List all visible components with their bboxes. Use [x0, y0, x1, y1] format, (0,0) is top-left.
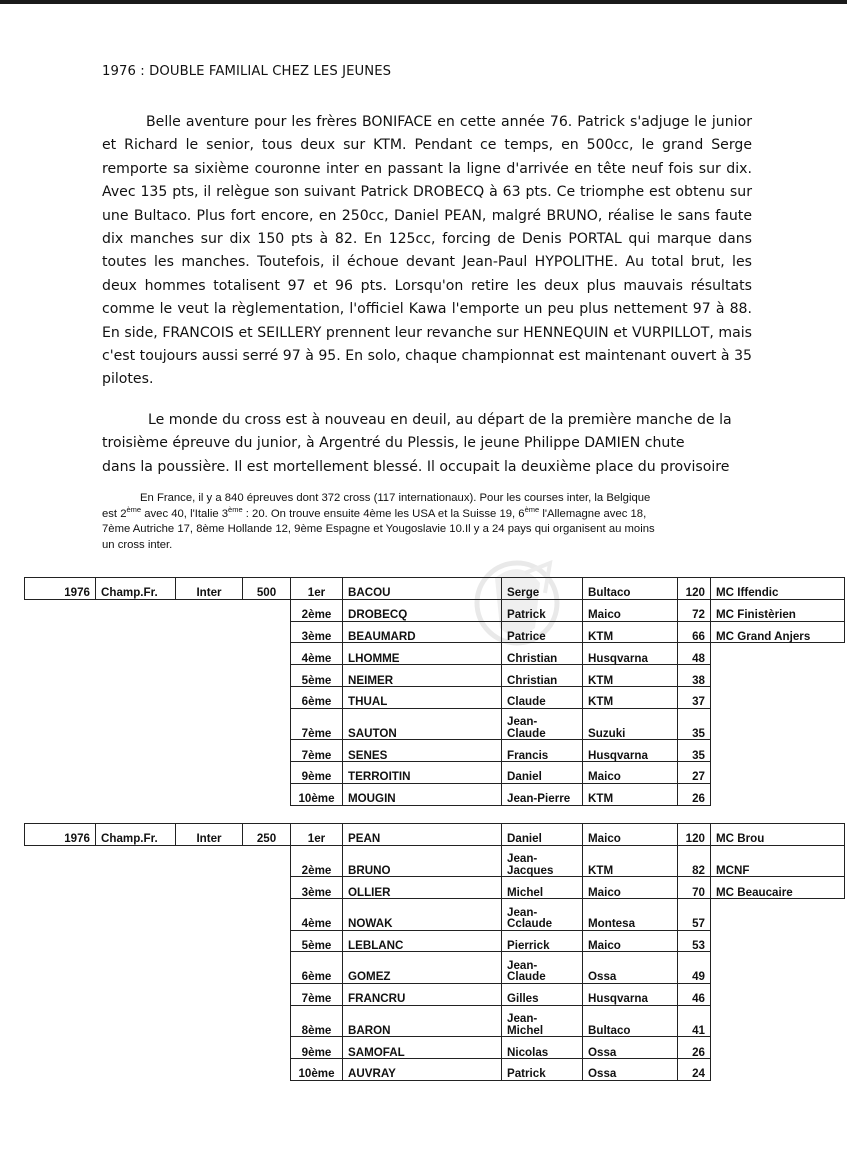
motorcycle-cell: Maico: [583, 877, 678, 899]
points-cell: 120: [678, 824, 711, 846]
rider-name-cell: BARON: [343, 1005, 502, 1037]
position-cell: 3ème: [291, 621, 343, 643]
empty-cell: [25, 621, 96, 643]
table-row: [25, 899, 845, 931]
table-row: [25, 599, 845, 621]
paragraph-2-line: troisième épreuve du junior, à Argentré du Plessis, le jeune Philippe DAMIEN chute: [102, 435, 685, 452]
rider-name-cell: AUVRAY: [343, 1058, 502, 1080]
points-cell: 38: [678, 665, 711, 687]
motorcycle-cell: Ossa: [583, 1058, 678, 1080]
points-cell: 41: [678, 1005, 711, 1037]
empty-cell: [96, 1005, 176, 1037]
rider-name-cell: LEBLANC: [343, 930, 502, 952]
motorcycle-cell: Maico: [583, 930, 678, 952]
motorcycle-cell: KTM: [583, 686, 678, 708]
empty-cell: [243, 621, 291, 643]
rider-firstname-cell: Nicolas: [502, 1037, 583, 1059]
table-row: [25, 686, 845, 708]
rider-firstname-cell: Gilles: [502, 983, 583, 1005]
rider-firstname-cell: Daniel: [502, 824, 583, 846]
table-row: [25, 824, 845, 846]
motorcycle-cell: Maico: [583, 762, 678, 784]
table-row: [25, 845, 845, 877]
position-cell: 7ème: [291, 983, 343, 1005]
empty-cell: [243, 708, 291, 740]
empty-cell: [96, 899, 176, 931]
empty-cell: [25, 740, 96, 762]
empty-cell: [243, 1037, 291, 1059]
club-cell: [711, 740, 845, 762]
empty-cell: [176, 665, 243, 687]
empty-cell: [243, 1005, 291, 1037]
statistics-note: [102, 491, 742, 553]
points-cell: 37: [678, 686, 711, 708]
points-cell: 35: [678, 740, 711, 762]
club-cell: [711, 983, 845, 1005]
rider-name-cell: PEAN: [343, 824, 502, 846]
points-cell: 26: [678, 783, 711, 805]
empty-cell: [96, 983, 176, 1005]
position-cell: 1er: [291, 824, 343, 846]
points-cell: 26: [678, 1037, 711, 1059]
motorcycle-cell: Suzuki: [583, 708, 678, 740]
rider-firstname-cell: Patrick: [502, 1058, 583, 1080]
empty-cell: [25, 783, 96, 805]
empty-cell: [176, 708, 243, 740]
points-cell: 49: [678, 952, 711, 984]
results-table-250cc: [24, 823, 845, 1081]
club-cell: [711, 686, 845, 708]
empty-cell: [25, 762, 96, 784]
empty-cell: [176, 783, 243, 805]
position-cell: 1er: [291, 578, 343, 600]
empty-cell: [25, 599, 96, 621]
position-cell: 2ème: [291, 599, 343, 621]
position-cell: 5ème: [291, 930, 343, 952]
position-cell: 7ème: [291, 740, 343, 762]
club-cell: MCNF: [711, 845, 845, 877]
motorcycle-cell: Husqvarna: [583, 643, 678, 665]
note-line: En France, il y a 840 épreuves dont 372 cross (117 internationaux). Pour les courses inter, la Belgique: [140, 492, 651, 504]
points-cell: 72: [678, 599, 711, 621]
rider-name-cell: BACOU: [343, 578, 502, 600]
year-cell: 1976: [25, 578, 96, 600]
motorcycle-cell: Husqvarna: [583, 983, 678, 1005]
empty-cell: [96, 665, 176, 687]
rider-firstname-cell: Patrice: [502, 621, 583, 643]
club-cell: [711, 783, 845, 805]
empty-cell: [25, 983, 96, 1005]
empty-cell: [243, 930, 291, 952]
empty-cell: [25, 845, 96, 877]
rider-firstname-cell: Francis: [502, 740, 583, 762]
note-line: 7ème Autriche 17, 8ème Hollande 12, 9ème Espagne et Yougoslavie 10.Il y a 24 pays qui organisent au moins: [102, 523, 655, 535]
table-row: [25, 952, 845, 984]
rider-name-cell: GOMEZ: [343, 952, 502, 984]
empty-cell: [176, 1037, 243, 1059]
rider-name-cell: TERROITIN: [343, 762, 502, 784]
rider-firstname-cell: Jean- Jacques: [502, 845, 583, 877]
club-cell: MC Grand Anjers: [711, 621, 845, 643]
rider-name-cell: MOUGIN: [343, 783, 502, 805]
motorcycle-cell: Montesa: [583, 899, 678, 931]
club-cell: MC Brou: [711, 824, 845, 846]
rider-name-cell: THUAL: [343, 686, 502, 708]
rider-name-cell: DROBECQ: [343, 599, 502, 621]
empty-cell: [176, 877, 243, 899]
empty-cell: [96, 599, 176, 621]
empty-cell: [96, 740, 176, 762]
points-cell: 66: [678, 621, 711, 643]
empty-cell: [176, 845, 243, 877]
empty-cell: [176, 643, 243, 665]
paragraph-2-line: Le monde du cross est à nouveau en deuil, au départ de la première manche de la: [148, 412, 732, 428]
rider-firstname-cell: Claude: [502, 686, 583, 708]
rider-firstname-cell: Jean- Claude: [502, 952, 583, 984]
results-table-500cc: [24, 577, 845, 806]
motorcycle-cell: KTM: [583, 845, 678, 877]
empty-cell: [96, 621, 176, 643]
table-row: [25, 1037, 845, 1059]
position-cell: 8ème: [291, 1005, 343, 1037]
points-cell: 35: [678, 708, 711, 740]
points-cell: 57: [678, 899, 711, 931]
empty-cell: [25, 708, 96, 740]
empty-cell: [96, 877, 176, 899]
empty-cell: [243, 952, 291, 984]
points-cell: 48: [678, 643, 711, 665]
club-cell: MC Beaucaire: [711, 877, 845, 899]
empty-cell: [176, 899, 243, 931]
empty-cell: [243, 877, 291, 899]
rider-firstname-cell: Serge: [502, 578, 583, 600]
rider-firstname-cell: Jean- Claude: [502, 708, 583, 740]
rider-firstname-cell: Christian: [502, 665, 583, 687]
table-row: [25, 665, 845, 687]
table-row: [25, 930, 845, 952]
club-cell: [711, 708, 845, 740]
table-row: [25, 983, 845, 1005]
empty-cell: [243, 783, 291, 805]
empty-cell: [243, 983, 291, 1005]
club-cell: [711, 643, 845, 665]
club-cell: [711, 665, 845, 687]
table-row: [25, 708, 845, 740]
empty-cell: [176, 952, 243, 984]
empty-cell: [25, 930, 96, 952]
rider-name-cell: LHOMME: [343, 643, 502, 665]
rider-name-cell: SAMOFAL: [343, 1037, 502, 1059]
motorcycle-cell: Maico: [583, 599, 678, 621]
points-cell: 24: [678, 1058, 711, 1080]
rider-firstname-cell: Daniel: [502, 762, 583, 784]
points-cell: 82: [678, 845, 711, 877]
top-rule: [0, 0, 847, 4]
position-cell: 10ème: [291, 783, 343, 805]
empty-cell: [176, 686, 243, 708]
empty-cell: [176, 930, 243, 952]
points-cell: 70: [678, 877, 711, 899]
motorcycle-cell: Ossa: [583, 952, 678, 984]
empty-cell: [243, 665, 291, 687]
position-cell: 9ème: [291, 1037, 343, 1059]
paragraph-2-line: dans la poussière. Il est mortellement blessé. Il occupait la deuxième place du provisoire: [102, 458, 730, 475]
position-cell: 4ème: [291, 899, 343, 931]
table-row: [25, 740, 845, 762]
empty-cell: [176, 762, 243, 784]
empty-cell: [243, 845, 291, 877]
position-cell: 4ème: [291, 643, 343, 665]
empty-cell: [243, 599, 291, 621]
motorcycle-cell: Husqvarna: [583, 740, 678, 762]
points-cell: 27: [678, 762, 711, 784]
note-line: est 2ème avec 40, l'Italie 3ème : 20. On trouve ensuite 4ème les USA et la Suisse 19, 6ème l'Allemagne avec 18,: [102, 504, 647, 520]
category-cell: Inter: [176, 824, 243, 846]
empty-cell: [96, 952, 176, 984]
empty-cell: [96, 1058, 176, 1080]
table-row: [25, 643, 845, 665]
empty-cell: [25, 665, 96, 687]
empty-cell: [96, 708, 176, 740]
rider-firstname-cell: Patrick: [502, 599, 583, 621]
points-cell: 46: [678, 983, 711, 1005]
paragraph-1-text: Belle aventure pour les frères BONIFACE en cette année 76. Patrick s'adjuge le junior et Richard le senior, tous deux sur KTM. Pendant ce temps, en 500cc, le grand Serge remporte sa sixième couronne inter en passant la ligne d'arrivée en tête neuf fois sur dix. Avec 135 pts, il relègue son suivant Patrick DROBECQ à 63 pts. Ce triomphe est obtenu sur une Bultaco. Plus fort encore, en 250cc, Daniel PEAN, malgré BRUNO, réalise le sans faute dix manches sur dix 150 pts à 82. En 125cc, forcing de Denis PORTAL qui marque dans toutes les manches. Toutefois, il échoue devant Jean-Paul HYPOLITHE. Au total brut, les deux hommes totalisent 97 et 96 pts. Lorsqu'on retire les deux plus mauvais résultats comme le veut la règlementation, l'officiel Kawa l'emporte un peu plus nettement 97 à 88. En side, FRANCOIS et SEILLERY prennent leur revanche sur HENNEQUIN et VURPILLOT, mais c'est toujours aussi serré 97 à 95. En solo, chaque championnat est maintenant ouvert à 35 pilotes.: [102, 114, 752, 388]
position-cell: 6ème: [291, 952, 343, 984]
club-cell: [711, 899, 845, 931]
empty-cell: [176, 740, 243, 762]
empty-cell: [176, 1058, 243, 1080]
rider-firstname-cell: Michel: [502, 877, 583, 899]
empty-cell: [96, 845, 176, 877]
empty-cell: [96, 762, 176, 784]
table-row: [25, 1058, 845, 1080]
motorcycle-cell: KTM: [583, 783, 678, 805]
table-row: [25, 877, 845, 899]
empty-cell: [243, 740, 291, 762]
empty-cell: [25, 877, 96, 899]
position-cell: 2ème: [291, 845, 343, 877]
paragraph-2: [102, 409, 752, 479]
rider-name-cell: BEAUMARD: [343, 621, 502, 643]
empty-cell: [243, 762, 291, 784]
empty-cell: [25, 899, 96, 931]
empty-cell: [25, 686, 96, 708]
empty-cell: [96, 930, 176, 952]
rider-name-cell: NOWAK: [343, 899, 502, 931]
rider-name-cell: SENES: [343, 740, 502, 762]
rider-name-cell: NEIMER: [343, 665, 502, 687]
motorcycle-cell: KTM: [583, 621, 678, 643]
championship-cell: Champ.Fr.: [96, 824, 176, 846]
empty-cell: [96, 783, 176, 805]
table-row: [25, 1005, 845, 1037]
club-cell: MC Finistèrien: [711, 599, 845, 621]
rider-firstname-cell: Christian: [502, 643, 583, 665]
points-cell: 53: [678, 930, 711, 952]
displacement-cell: 250: [243, 824, 291, 846]
position-cell: 5ème: [291, 665, 343, 687]
rider-firstname-cell: Pierrick: [502, 930, 583, 952]
empty-cell: [243, 899, 291, 931]
displacement-cell: 500: [243, 578, 291, 600]
empty-cell: [25, 1058, 96, 1080]
category-cell: Inter: [176, 578, 243, 600]
page-title: 1976 : DOUBLE FAMILIAL CHEZ LES JEUNES: [102, 64, 392, 79]
empty-cell: [176, 621, 243, 643]
motorcycle-cell: Bultaco: [583, 1005, 678, 1037]
club-cell: [711, 1005, 845, 1037]
club-cell: MC Iffendic: [711, 578, 845, 600]
table-row: [25, 621, 845, 643]
position-cell: 9ème: [291, 762, 343, 784]
empty-cell: [176, 983, 243, 1005]
rider-firstname-cell: Jean- Cclaude: [502, 899, 583, 931]
empty-cell: [96, 1037, 176, 1059]
empty-cell: [243, 686, 291, 708]
empty-cell: [96, 686, 176, 708]
year-cell: 1976: [25, 824, 96, 846]
position-cell: 10ème: [291, 1058, 343, 1080]
club-cell: [711, 930, 845, 952]
motorcycle-cell: Maico: [583, 824, 678, 846]
rider-name-cell: FRANCRU: [343, 983, 502, 1005]
position-cell: 7ème: [291, 708, 343, 740]
rider-firstname-cell: Jean- Michel: [502, 1005, 583, 1037]
paragraph-1: [102, 111, 752, 392]
empty-cell: [176, 1005, 243, 1037]
table-row: [25, 762, 845, 784]
empty-cell: [25, 1005, 96, 1037]
position-cell: 3ème: [291, 877, 343, 899]
empty-cell: [176, 599, 243, 621]
motorcycle-cell: KTM: [583, 665, 678, 687]
club-cell: [711, 762, 845, 784]
empty-cell: [96, 643, 176, 665]
motorcycle-cell: Ossa: [583, 1037, 678, 1059]
points-cell: 120: [678, 578, 711, 600]
rider-name-cell: BRUNO: [343, 845, 502, 877]
note-line: un cross inter.: [102, 538, 173, 551]
rider-name-cell: OLLIER: [343, 877, 502, 899]
empty-cell: [243, 1058, 291, 1080]
empty-cell: [25, 1037, 96, 1059]
championship-cell: Champ.Fr.: [96, 578, 176, 600]
club-cell: [711, 952, 845, 984]
empty-cell: [25, 643, 96, 665]
empty-cell: [243, 643, 291, 665]
club-cell: [711, 1058, 845, 1080]
table-row: [25, 783, 845, 805]
rider-firstname-cell: Jean-Pierre: [502, 783, 583, 805]
club-cell: [711, 1037, 845, 1059]
rider-name-cell: SAUTON: [343, 708, 502, 740]
table-row: [25, 578, 845, 600]
position-cell: 6ème: [291, 686, 343, 708]
empty-cell: [25, 952, 96, 984]
motorcycle-cell: Bultaco: [583, 578, 678, 600]
